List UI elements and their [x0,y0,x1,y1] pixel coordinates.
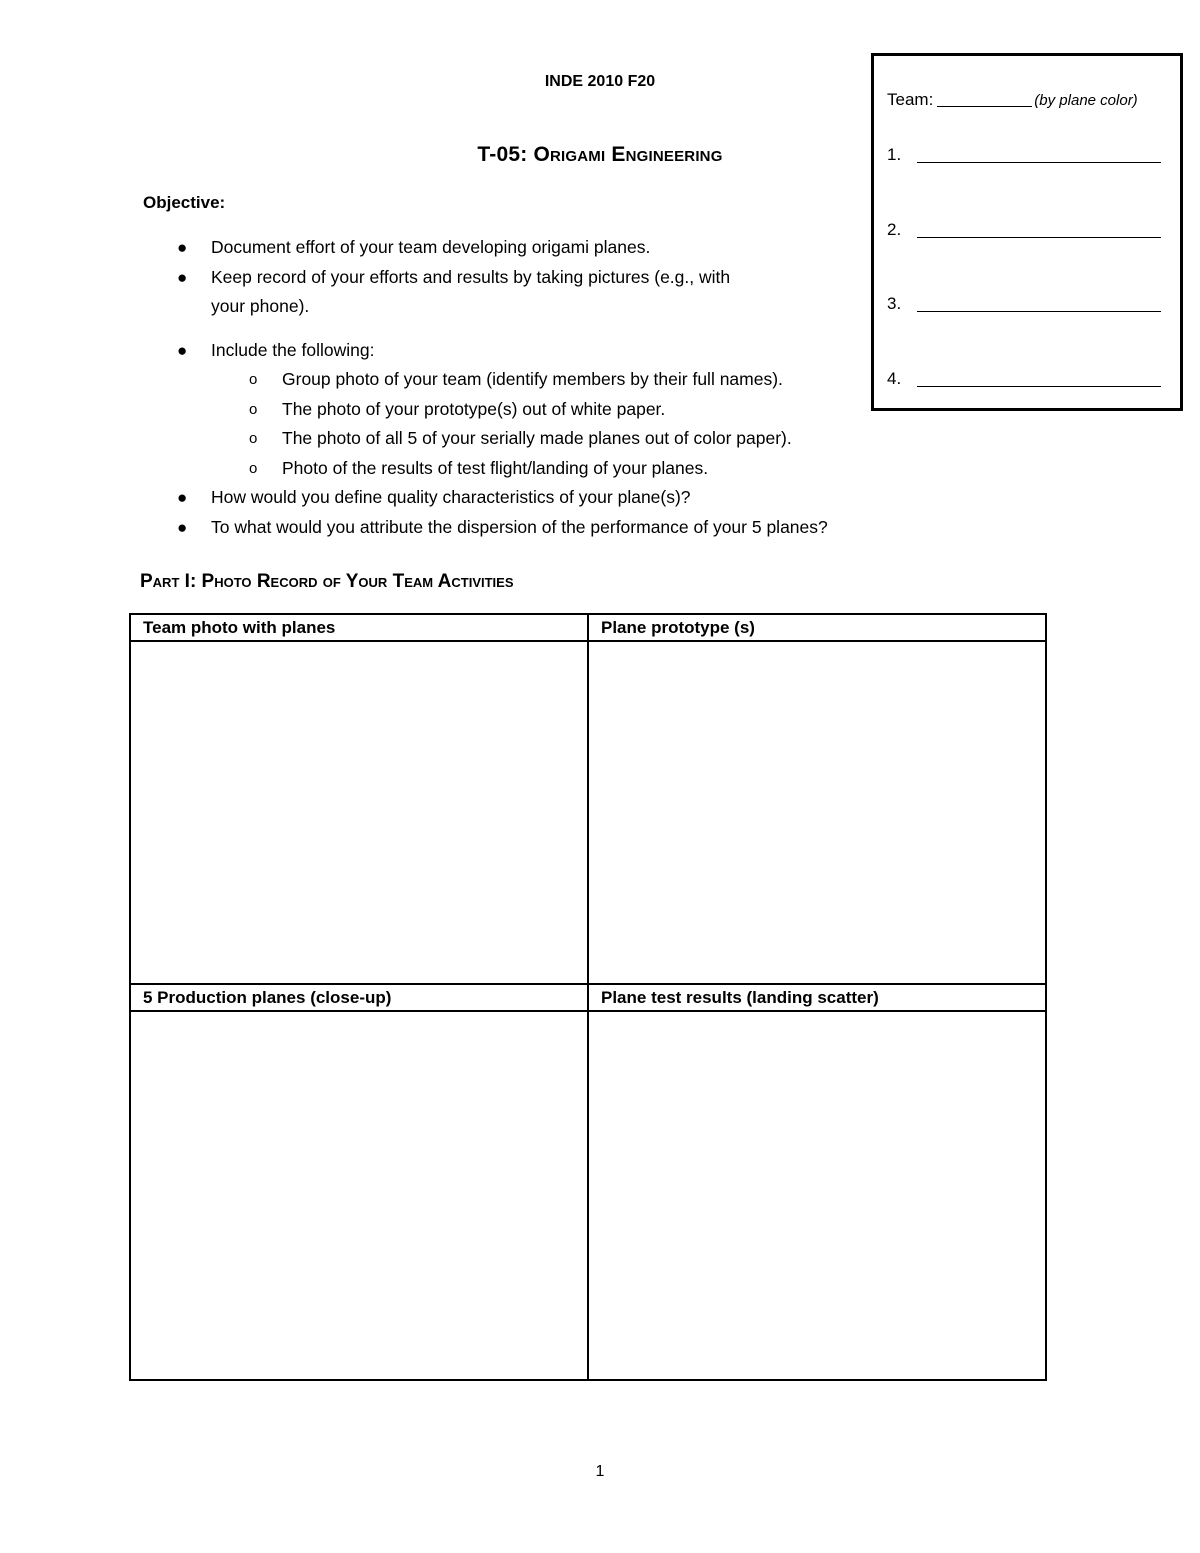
bullet-circle-icon: o [249,430,258,447]
list-item-text: Document effort of your team developing origami planes. [211,237,651,257]
part-one-heading: Part I: Photo Record of Your Team Activities [140,571,514,592]
course-code: INDE 2010 F20 [544,73,656,90]
list-item-text: Include the following: [211,339,375,360]
document-title: T-05: Origami Engineering [477,143,723,166]
bullet-dot-icon: ● [177,238,188,257]
team-name-blank[interactable] [937,106,1032,107]
sub-list-item-text: Group photo of your team (identify members by their full names). [282,369,783,389]
member-number: 1. [887,145,902,164]
member-name-blank[interactable] [917,385,1161,387]
test-results-photo-area[interactable] [588,1011,1046,1380]
table-row [130,614,1046,641]
test-results-header: Plane test results (landing scatter) [588,984,1046,1011]
objective-list [143,233,943,542]
table-row [130,1011,1046,1380]
bullet-circle-icon: o [249,459,258,477]
list-item [143,233,943,263]
list-item [143,513,943,543]
team-note: (by plane color) [1034,92,1138,109]
objective-label: Objective: [143,193,226,212]
bullet-dot-icon: ● [177,340,188,360]
bullet-dot-icon: ● [177,267,188,287]
page-number: 1 [595,1463,605,1480]
team-label: Team: [887,90,934,109]
list-item [143,336,943,366]
list-item [143,483,943,513]
member-row-1 [887,145,1161,165]
member-name-blank[interactable] [917,236,1161,238]
list-item-continuation [143,292,943,322]
team-photo-area[interactable] [130,641,588,984]
sub-list-item [143,365,943,395]
sub-list-item-text: The photo of your prototype(s) out of white paper. [282,398,666,419]
prototype-photo-area[interactable] [588,641,1046,984]
prototype-header: Plane prototype (s) [588,614,1046,641]
member-name-blank[interactable] [917,161,1161,163]
list-item-text: Keep record of your efforts and results by taking pictures (e.g., with [211,266,731,287]
production-planes-header: 5 Production planes (close-up) [130,984,588,1011]
bullet-dot-icon: ● [177,488,188,507]
list-item-text: How would you define quality characteristics of your plane(s)? [211,487,691,507]
member-number: 3. [887,294,902,313]
member-number: 2. [887,220,902,239]
sub-list-item [143,395,943,425]
table-row [130,984,1046,1011]
photo-record-table [129,613,1047,1381]
team-line [887,90,1138,110]
team-photo-header: Team photo with planes [130,614,588,641]
bullet-dot-icon: ● [177,517,188,537]
bullet-circle-icon: o [249,400,258,418]
list-item-text: your phone). [211,296,310,316]
sub-list-item-text: Photo of the results of test flight/landing of your planes. [282,457,709,478]
sub-list-item [143,454,943,484]
list-item-text: To what would you attribute the dispersion of the performance of your 5 planes? [211,516,828,537]
production-planes-photo-area[interactable] [130,1011,588,1380]
list-item [143,263,943,293]
member-number: 4. [887,369,902,388]
sub-list-item [143,424,943,454]
table-row [130,641,1046,984]
bullet-circle-icon: o [249,371,258,388]
member-name-blank[interactable] [917,310,1161,312]
sub-list-item-text: The photo of all 5 of your serially made planes out of color paper). [282,428,792,448]
